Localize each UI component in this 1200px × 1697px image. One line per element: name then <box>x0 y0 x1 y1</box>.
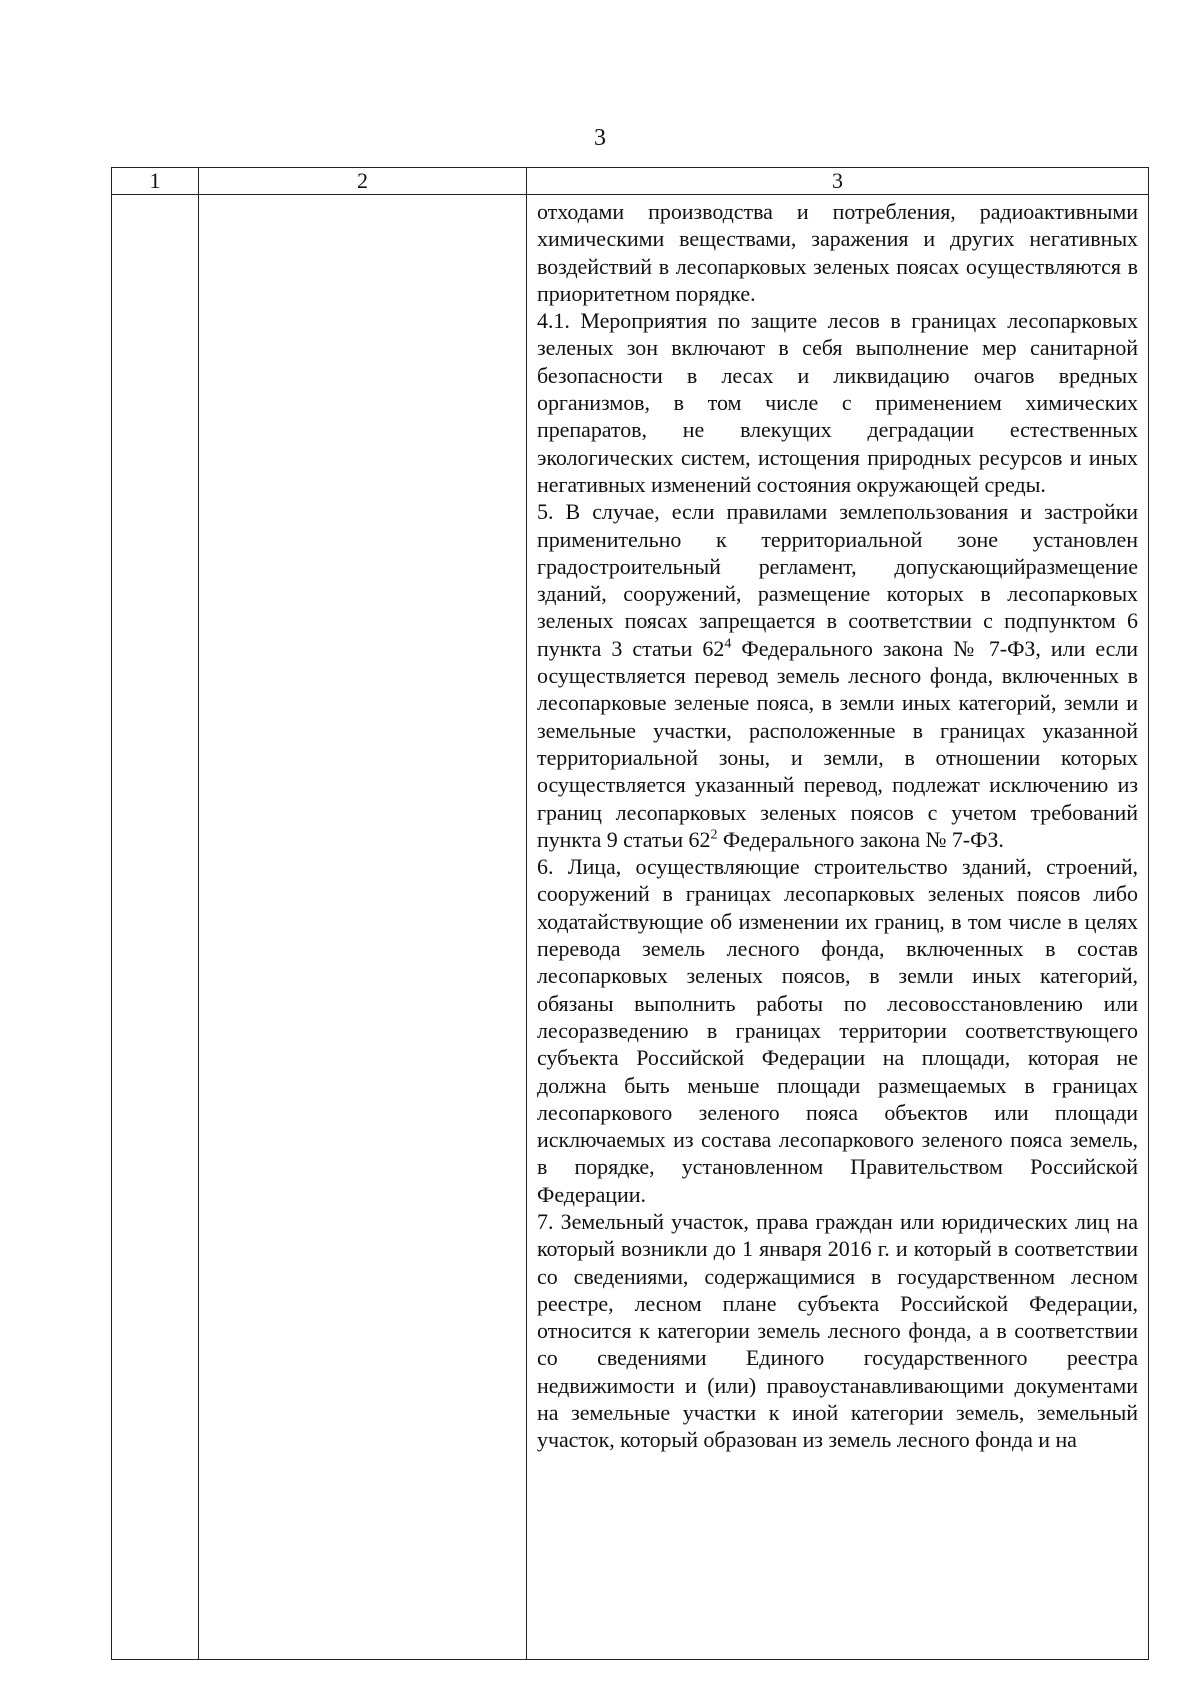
table-row <box>112 195 1149 1660</box>
column-3-text <box>527 195 1148 1454</box>
paragraph-text: 7. Земельный участок, права граждан или юридических лиц на который возникли до 1 января 2016 г. и который в соответствии со сведениями, содержащимися в государственном лесном реестре, лесном плане субъекта Российской Федерации, относится к категории земель лесного фонда, а в соответствии со сведениями Единого государственного реестра недвижимости и (или) правоустанавливающими документами на земельные участки к иной категории земель, земельный участок, который образован из земель лесного фонда и на <box>537 1208 1138 1453</box>
paragraph-text: 4.1. Мероприятия по защите лесов в границах лесопарковых зеленых зон включают в себя выполнение мер санитарной безопасности в лесах и ликвидацию очагов вредных организмов, в том числе с применением химических препаратов, не влекущих деградации естественных экологических систем, истощения природных ресурсов и иных негативных изменений состояния окружающей среды. <box>537 308 1138 497</box>
paragraph <box>537 307 1138 498</box>
superscript: 2 <box>710 827 718 843</box>
column-header-2: 2 <box>199 168 527 195</box>
superscript: 4 <box>724 636 732 652</box>
table-cell-col2 <box>199 195 527 1660</box>
table-header-row <box>112 168 1149 195</box>
paragraph <box>537 498 1138 853</box>
paragraph <box>537 198 1138 307</box>
column-header-3: 3 <box>527 168 1149 195</box>
paragraph-text: Федерального закона № 7-ФЗ, или если осуществляется перевод земель лесного фонда, включенных в лесопарковые зеленые пояса, в земли иных категорий, земли и земельные участки, расположенные в границах указанной территориальной зоны, и земли, в отношении которых осуществляется указанный перевод, подлежат исключению из границ лесопарковых зеленых поясов с учетом требований пункта 9 статьи 62 <box>537 635 1138 852</box>
paragraph-text: отходами производства и потребления, радиоактивными химическими веществами, заражения и других негативных воздействий в лесопарковых зеленых поясах осуществляются в приоритетном порядке. <box>537 199 1138 306</box>
document-table <box>111 167 1149 1660</box>
paragraph-text: 6. Лица, осуществляющие строительство зданий, строений, сооружений в границах лесопарковых зеленых поясов либо ходатайствующие об изменении их границ, в том числе в целях перевода земель лесного фонда, включенных в состав лесопарковых зеленых поясов, в земли иных категорий, обязаны выполнить работы по лесовосстановлению или лесоразведению в границах территории соответствующего субъекта Российской Федерации на площади, которая не должна быть меньше площади размещаемых в границах лесопаркового зеленого пояса объектов или площади исключаемых из состава лесопаркового зеленого пояса земель, в порядке, установленном Правительством Российской Федерации. <box>537 854 1138 1207</box>
column-header-1: 1 <box>112 168 199 195</box>
table-cell-col3 <box>527 195 1149 1660</box>
paragraph <box>537 853 1138 1208</box>
table-cell-col1 <box>112 195 199 1660</box>
paragraph-text: Федерального закона № 7-ФЗ. <box>717 826 1004 852</box>
paragraph <box>537 1208 1138 1454</box>
paragraph-text: 5. В случае, если правилами землепользования и застройки применительно к территориальной зоне установлен градостроительный регламент, допускающийразмещение зданий, сооружений, размещение которых в лесопарковых зеленых поясах запрещается в соответствии с подпунктом 6 пункта 3 статьи 62 <box>537 499 1138 661</box>
page-number: 3 <box>594 125 606 151</box>
